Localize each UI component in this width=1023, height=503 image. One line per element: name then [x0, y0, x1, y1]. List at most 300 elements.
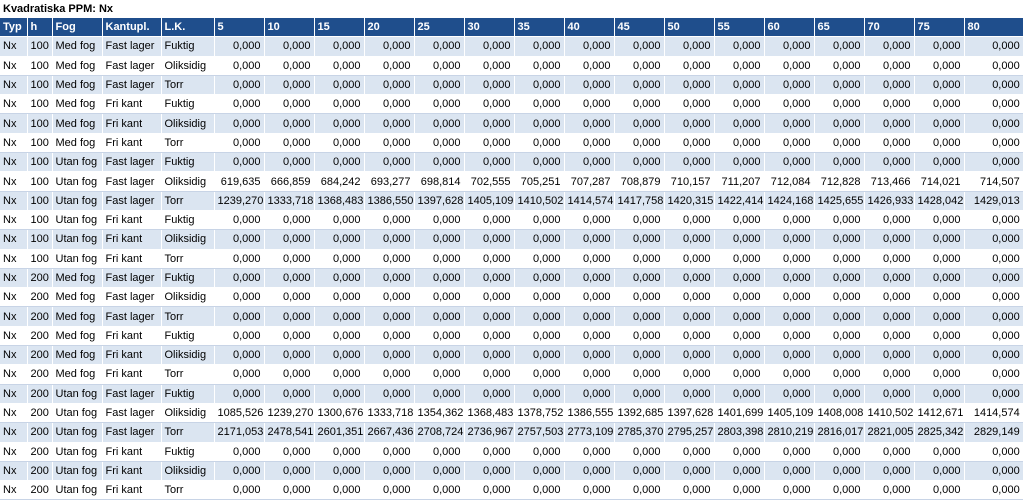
table-cell[interactable]: 0,000 — [464, 288, 514, 307]
table-cell[interactable]: 0,000 — [714, 114, 764, 133]
table-cell[interactable]: 0,000 — [564, 442, 614, 461]
table-cell[interactable]: 0,000 — [714, 37, 764, 56]
table-cell[interactable]: 0,000 — [714, 268, 764, 287]
table-cell[interactable]: 200 — [27, 423, 52, 442]
table-cell[interactable]: Fri kant — [102, 210, 161, 229]
table-cell[interactable]: 0,000 — [464, 384, 514, 403]
table-cell[interactable]: 0,000 — [814, 307, 864, 326]
table-cell[interactable]: 0,000 — [764, 153, 814, 172]
table-cell[interactable]: Fast lager — [102, 191, 161, 210]
table-cell[interactable]: 1397,628 — [664, 403, 714, 422]
table-cell[interactable]: 0,000 — [564, 481, 614, 500]
table-cell[interactable]: 0,000 — [664, 288, 714, 307]
table-cell[interactable]: 0,000 — [264, 346, 314, 365]
table-cell[interactable]: 0,000 — [214, 481, 264, 500]
table-cell[interactable]: 0,000 — [464, 75, 514, 94]
table-cell[interactable]: 0,000 — [314, 56, 364, 75]
table-cell[interactable]: 0,000 — [914, 249, 964, 268]
table-cell[interactable]: 1368,483 — [464, 403, 514, 422]
table-cell[interactable]: 711,207 — [714, 172, 764, 191]
table-cell[interactable]: 0,000 — [614, 346, 664, 365]
table-cell[interactable]: 0,000 — [514, 114, 564, 133]
table-cell[interactable]: 0,000 — [514, 133, 564, 152]
table-cell[interactable]: 0,000 — [614, 56, 664, 75]
table-cell[interactable]: Utan fog — [52, 172, 102, 191]
table-cell[interactable]: 0,000 — [414, 75, 464, 94]
table-cell[interactable]: Fri kant — [102, 481, 161, 500]
table-cell[interactable]: Utan fog — [52, 442, 102, 461]
table-cell[interactable]: 100 — [27, 56, 52, 75]
table-cell[interactable]: 0,000 — [564, 133, 614, 152]
table-cell[interactable]: 0,000 — [264, 268, 314, 287]
table-cell[interactable]: 0,000 — [414, 481, 464, 500]
table-cell[interactable]: 0,000 — [914, 481, 964, 500]
table-cell[interactable]: 0,000 — [364, 230, 414, 249]
table-cell[interactable]: 1429,013 — [964, 191, 1023, 210]
table-cell[interactable]: Fuktig — [161, 326, 214, 345]
table-cell[interactable]: 0,000 — [514, 37, 564, 56]
table-cell[interactable]: 0,000 — [364, 56, 414, 75]
table-cell[interactable]: 0,000 — [964, 37, 1023, 56]
table-cell[interactable]: Nx — [0, 133, 27, 152]
table-cell[interactable]: 698,814 — [414, 172, 464, 191]
table-cell[interactable]: Nx — [0, 172, 27, 191]
table-cell[interactable]: 0,000 — [364, 210, 414, 229]
table-cell[interactable]: 0,000 — [514, 307, 564, 326]
table-cell[interactable]: 0,000 — [714, 230, 764, 249]
table-cell[interactable]: 0,000 — [664, 481, 714, 500]
table-cell[interactable]: 0,000 — [314, 346, 364, 365]
table-cell[interactable]: 0,000 — [614, 481, 664, 500]
column-header[interactable]: 40 — [564, 18, 614, 37]
table-cell[interactable]: 0,000 — [464, 346, 514, 365]
table-cell[interactable]: 0,000 — [464, 249, 514, 268]
table-cell[interactable]: 0,000 — [664, 326, 714, 345]
table-cell[interactable]: Nx — [0, 307, 27, 326]
table-cell[interactable]: 0,000 — [614, 153, 664, 172]
table-cell[interactable]: Torr — [161, 191, 214, 210]
table-cell[interactable]: 0,000 — [814, 461, 864, 480]
column-header[interactable]: 15 — [314, 18, 364, 37]
table-cell[interactable]: 0,000 — [764, 365, 814, 384]
table-cell[interactable]: 0,000 — [264, 95, 314, 114]
table-cell[interactable]: 0,000 — [914, 384, 964, 403]
table-cell[interactable]: 0,000 — [214, 153, 264, 172]
table-cell[interactable]: 2171,053 — [214, 423, 264, 442]
table-cell[interactable]: Nx — [0, 461, 27, 480]
table-cell[interactable]: 0,000 — [364, 346, 414, 365]
table-cell[interactable]: 0,000 — [914, 56, 964, 75]
table-cell[interactable]: 0,000 — [664, 268, 714, 287]
table-cell[interactable]: 0,000 — [814, 56, 864, 75]
table-cell[interactable]: 0,000 — [564, 384, 614, 403]
table-cell[interactable]: 0,000 — [664, 365, 714, 384]
table-cell[interactable]: 0,000 — [564, 95, 614, 114]
table-cell[interactable]: Nx — [0, 403, 27, 422]
table-cell[interactable]: Nx — [0, 230, 27, 249]
table-cell[interactable]: 200 — [27, 288, 52, 307]
table-cell[interactable]: 0,000 — [464, 95, 514, 114]
table-cell[interactable]: 100 — [27, 133, 52, 152]
table-cell[interactable]: 0,000 — [964, 153, 1023, 172]
table-cell[interactable]: 0,000 — [964, 481, 1023, 500]
table-cell[interactable]: 1425,655 — [814, 191, 864, 210]
table-cell[interactable]: Med fog — [52, 75, 102, 94]
table-cell[interactable]: 707,287 — [564, 172, 614, 191]
table-cell[interactable]: Med fog — [52, 346, 102, 365]
table-cell[interactable]: 0,000 — [264, 481, 314, 500]
table-cell[interactable]: 713,466 — [864, 172, 914, 191]
table-cell[interactable]: Nx — [0, 423, 27, 442]
table-cell[interactable]: Nx — [0, 326, 27, 345]
table-cell[interactable]: Utan fog — [52, 384, 102, 403]
table-cell[interactable]: 0,000 — [264, 307, 314, 326]
table-cell[interactable]: 712,084 — [764, 172, 814, 191]
column-header[interactable]: 30 — [464, 18, 514, 37]
table-cell[interactable]: 0,000 — [714, 133, 764, 152]
table-cell[interactable]: 708,879 — [614, 172, 664, 191]
table-cell[interactable]: 0,000 — [714, 461, 764, 480]
table-cell[interactable]: 0,000 — [814, 230, 864, 249]
table-cell[interactable]: 0,000 — [514, 346, 564, 365]
table-cell[interactable]: Nx — [0, 346, 27, 365]
table-cell[interactable]: 0,000 — [864, 37, 914, 56]
table-cell[interactable]: 2478,541 — [264, 423, 314, 442]
table-cell[interactable]: Oliksidig — [161, 114, 214, 133]
table-cell[interactable]: Nx — [0, 249, 27, 268]
table-cell[interactable]: 0,000 — [214, 249, 264, 268]
table-cell[interactable]: 0,000 — [914, 153, 964, 172]
table-cell[interactable]: 200 — [27, 442, 52, 461]
table-cell[interactable]: 0,000 — [314, 481, 364, 500]
column-header[interactable]: 75 — [914, 18, 964, 37]
table-cell[interactable]: 0,000 — [364, 288, 414, 307]
table-cell[interactable]: 0,000 — [614, 461, 664, 480]
table-cell[interactable]: Fri kant — [102, 442, 161, 461]
table-cell[interactable]: 0,000 — [264, 133, 314, 152]
table-cell[interactable]: 0,000 — [364, 133, 414, 152]
table-cell[interactable]: 0,000 — [514, 56, 564, 75]
table-cell[interactable]: Fast lager — [102, 75, 161, 94]
table-cell[interactable]: 0,000 — [214, 133, 264, 152]
table-cell[interactable]: 0,000 — [914, 230, 964, 249]
table-cell[interactable]: 712,828 — [814, 172, 864, 191]
table-cell[interactable]: 0,000 — [664, 95, 714, 114]
table-cell[interactable]: 0,000 — [464, 326, 514, 345]
table-cell[interactable]: Fast lager — [102, 37, 161, 56]
table-cell[interactable]: Fuktig — [161, 442, 214, 461]
table-cell[interactable]: 0,000 — [564, 210, 614, 229]
table-cell[interactable]: 0,000 — [614, 307, 664, 326]
table-cell[interactable]: Torr — [161, 307, 214, 326]
table-cell[interactable]: 0,000 — [464, 114, 514, 133]
table-cell[interactable]: Oliksidig — [161, 403, 214, 422]
table-cell[interactable]: 0,000 — [414, 442, 464, 461]
table-cell[interactable]: Torr — [161, 423, 214, 442]
table-cell[interactable]: 0,000 — [864, 461, 914, 480]
table-cell[interactable]: 0,000 — [714, 384, 764, 403]
table-cell[interactable]: 0,000 — [464, 307, 514, 326]
table-cell[interactable]: 0,000 — [914, 442, 964, 461]
table-cell[interactable]: 0,000 — [664, 249, 714, 268]
table-cell[interactable]: 2667,436 — [364, 423, 414, 442]
table-cell[interactable]: 705,251 — [514, 172, 564, 191]
table-cell[interactable]: 0,000 — [564, 153, 614, 172]
table-cell[interactable]: 0,000 — [614, 37, 664, 56]
table-cell[interactable]: 1085,526 — [214, 403, 264, 422]
table-cell[interactable]: 0,000 — [314, 461, 364, 480]
table-cell[interactable]: Fast lager — [102, 172, 161, 191]
table-cell[interactable]: 0,000 — [714, 326, 764, 345]
table-cell[interactable]: 200 — [27, 268, 52, 287]
table-cell[interactable]: Med fog — [52, 37, 102, 56]
table-cell[interactable]: Fuktig — [161, 153, 214, 172]
table-cell[interactable]: 0,000 — [264, 288, 314, 307]
table-cell[interactable]: Med fog — [52, 307, 102, 326]
table-cell[interactable]: 0,000 — [664, 384, 714, 403]
table-cell[interactable]: 0,000 — [464, 461, 514, 480]
table-cell[interactable]: 0,000 — [264, 37, 314, 56]
table-cell[interactable]: 0,000 — [914, 133, 964, 152]
table-cell[interactable]: Utan fog — [52, 249, 102, 268]
table-cell[interactable]: 0,000 — [314, 210, 364, 229]
table-cell[interactable]: 0,000 — [364, 384, 414, 403]
table-cell[interactable]: 0,000 — [364, 326, 414, 345]
table-cell[interactable]: 1386,550 — [364, 191, 414, 210]
table-cell[interactable]: 1412,671 — [914, 403, 964, 422]
table-cell[interactable]: Fast lager — [102, 423, 161, 442]
table-cell[interactable]: Fri kant — [102, 230, 161, 249]
table-cell[interactable]: Oliksidig — [161, 461, 214, 480]
table-cell[interactable]: 0,000 — [964, 210, 1023, 229]
table-cell[interactable]: Fast lager — [102, 288, 161, 307]
table-cell[interactable]: Oliksidig — [161, 56, 214, 75]
table-cell[interactable]: 0,000 — [514, 461, 564, 480]
table-cell[interactable]: 200 — [27, 461, 52, 480]
table-cell[interactable]: Fri kant — [102, 133, 161, 152]
table-cell[interactable]: 0,000 — [914, 365, 964, 384]
table-cell[interactable]: 100 — [27, 95, 52, 114]
table-cell[interactable]: 0,000 — [864, 288, 914, 307]
table-cell[interactable]: 0,000 — [664, 210, 714, 229]
table-cell[interactable]: 0,000 — [914, 95, 964, 114]
table-cell[interactable]: Nx — [0, 442, 27, 461]
table-cell[interactable]: 0,000 — [614, 133, 664, 152]
table-cell[interactable]: 0,000 — [214, 95, 264, 114]
table-cell[interactable]: Nx — [0, 56, 27, 75]
table-cell[interactable]: 0,000 — [564, 326, 614, 345]
table-cell[interactable]: 0,000 — [264, 114, 314, 133]
table-cell[interactable]: 0,000 — [314, 249, 364, 268]
table-cell[interactable]: 0,000 — [264, 56, 314, 75]
table-cell[interactable]: 0,000 — [364, 442, 414, 461]
table-cell[interactable]: 0,000 — [814, 114, 864, 133]
table-cell[interactable]: 0,000 — [864, 481, 914, 500]
table-cell[interactable]: 0,000 — [664, 153, 714, 172]
table-cell[interactable]: 0,000 — [214, 307, 264, 326]
table-cell[interactable]: 0,000 — [714, 56, 764, 75]
table-cell[interactable]: 0,000 — [964, 75, 1023, 94]
table-cell[interactable]: 0,000 — [964, 346, 1023, 365]
table-cell[interactable]: 100 — [27, 230, 52, 249]
table-cell[interactable]: 0,000 — [514, 288, 564, 307]
table-cell[interactable]: 0,000 — [564, 365, 614, 384]
table-cell[interactable]: 200 — [27, 384, 52, 403]
table-cell[interactable]: 1386,555 — [564, 403, 614, 422]
table-cell[interactable]: 0,000 — [614, 95, 664, 114]
table-cell[interactable]: 0,000 — [564, 114, 614, 133]
table-cell[interactable]: 0,000 — [714, 210, 764, 229]
table-cell[interactable]: 0,000 — [864, 365, 914, 384]
column-header[interactable]: L.K. — [161, 18, 214, 37]
table-cell[interactable]: 0,000 — [864, 346, 914, 365]
table-cell[interactable]: 100 — [27, 172, 52, 191]
table-cell[interactable]: Nx — [0, 365, 27, 384]
table-cell[interactable]: 0,000 — [464, 442, 514, 461]
table-cell[interactable]: 1410,502 — [864, 403, 914, 422]
table-cell[interactable]: 0,000 — [864, 326, 914, 345]
table-cell[interactable]: 2757,503 — [514, 423, 564, 442]
table-cell[interactable]: 0,000 — [264, 365, 314, 384]
column-header[interactable]: 60 — [764, 18, 814, 37]
table-cell[interactable]: 0,000 — [814, 268, 864, 287]
table-cell[interactable]: 0,000 — [314, 230, 364, 249]
table-cell[interactable]: 0,000 — [564, 461, 614, 480]
table-cell[interactable]: Fri kant — [102, 461, 161, 480]
sheet-title[interactable]: Kvadratiska PPM: Nx — [0, 0, 1023, 18]
table-cell[interactable]: 0,000 — [364, 365, 414, 384]
table-cell[interactable]: 0,000 — [414, 249, 464, 268]
table-cell[interactable]: 0,000 — [714, 346, 764, 365]
table-cell[interactable]: 2829,149 — [964, 423, 1023, 442]
table-cell[interactable]: 2773,109 — [564, 423, 614, 442]
table-cell[interactable]: 714,021 — [914, 172, 964, 191]
table-cell[interactable]: 0,000 — [564, 249, 614, 268]
table-cell[interactable]: Nx — [0, 75, 27, 94]
table-cell[interactable]: Fast lager — [102, 384, 161, 403]
table-cell[interactable]: 1239,270 — [214, 191, 264, 210]
table-cell[interactable]: 0,000 — [364, 114, 414, 133]
table-cell[interactable]: 0,000 — [964, 365, 1023, 384]
table-cell[interactable]: 2810,219 — [764, 423, 814, 442]
table-cell[interactable]: 0,000 — [714, 365, 764, 384]
column-header[interactable]: Kantupl. — [102, 18, 161, 37]
table-cell[interactable]: 200 — [27, 403, 52, 422]
table-cell[interactable]: 0,000 — [964, 442, 1023, 461]
table-cell[interactable]: 0,000 — [664, 133, 714, 152]
table-cell[interactable]: 684,242 — [314, 172, 364, 191]
table-cell[interactable]: 0,000 — [614, 384, 664, 403]
table-cell[interactable]: 0,000 — [814, 442, 864, 461]
table-cell[interactable]: 2601,351 — [314, 423, 364, 442]
table-cell[interactable]: Fri kant — [102, 249, 161, 268]
table-cell[interactable]: 1414,574 — [564, 191, 614, 210]
table-cell[interactable]: 0,000 — [264, 326, 314, 345]
table-cell[interactable]: 1410,502 — [514, 191, 564, 210]
table-cell[interactable]: 0,000 — [764, 326, 814, 345]
table-cell[interactable]: Med fog — [52, 114, 102, 133]
table-cell[interactable]: Utan fog — [52, 191, 102, 210]
table-cell[interactable]: Med fog — [52, 95, 102, 114]
table-cell[interactable]: 0,000 — [964, 288, 1023, 307]
table-cell[interactable]: 0,000 — [914, 114, 964, 133]
table-cell[interactable]: 1401,699 — [714, 403, 764, 422]
table-cell[interactable]: 1333,718 — [264, 191, 314, 210]
table-cell[interactable]: Nx — [0, 481, 27, 500]
table-cell[interactable]: 0,000 — [264, 230, 314, 249]
table-cell[interactable]: 0,000 — [564, 37, 614, 56]
table-cell[interactable]: 666,859 — [264, 172, 314, 191]
table-cell[interactable]: 0,000 — [364, 153, 414, 172]
table-cell[interactable]: 0,000 — [764, 95, 814, 114]
table-cell[interactable]: 0,000 — [764, 442, 814, 461]
table-cell[interactable]: 0,000 — [564, 230, 614, 249]
table-cell[interactable]: 0,000 — [614, 75, 664, 94]
table-cell[interactable]: Fast lager — [102, 56, 161, 75]
table-cell[interactable]: 0,000 — [514, 249, 564, 268]
table-cell[interactable]: 0,000 — [364, 461, 414, 480]
table-cell[interactable]: 0,000 — [414, 346, 464, 365]
table-cell[interactable]: 200 — [27, 365, 52, 384]
table-cell[interactable]: 0,000 — [664, 75, 714, 94]
table-cell[interactable]: 0,000 — [564, 346, 614, 365]
table-cell[interactable]: 0,000 — [214, 288, 264, 307]
column-header[interactable]: Fog — [52, 18, 102, 37]
table-cell[interactable]: 0,000 — [614, 210, 664, 229]
table-cell[interactable]: 0,000 — [514, 95, 564, 114]
table-cell[interactable]: 0,000 — [364, 481, 414, 500]
table-cell[interactable]: 0,000 — [264, 442, 314, 461]
table-cell[interactable]: Fuktig — [161, 384, 214, 403]
table-cell[interactable]: 0,000 — [414, 133, 464, 152]
table-cell[interactable]: 0,000 — [664, 346, 714, 365]
table-cell[interactable]: 0,000 — [764, 461, 814, 480]
table-cell[interactable]: 0,000 — [814, 326, 864, 345]
table-cell[interactable]: Med fog — [52, 133, 102, 152]
table-cell[interactable]: 0,000 — [814, 249, 864, 268]
table-cell[interactable]: 0,000 — [464, 37, 514, 56]
table-cell[interactable]: 0,000 — [814, 95, 864, 114]
table-cell[interactable]: 0,000 — [514, 210, 564, 229]
table-cell[interactable]: 0,000 — [964, 326, 1023, 345]
table-cell[interactable]: 0,000 — [814, 384, 864, 403]
table-cell[interactable]: Fast lager — [102, 307, 161, 326]
table-cell[interactable]: Utan fog — [52, 210, 102, 229]
table-cell[interactable]: 0,000 — [514, 481, 564, 500]
table-cell[interactable]: 0,000 — [864, 442, 914, 461]
table-cell[interactable]: Nx — [0, 210, 27, 229]
table-cell[interactable]: 0,000 — [364, 75, 414, 94]
table-cell[interactable]: 0,000 — [814, 153, 864, 172]
table-cell[interactable]: Torr — [161, 365, 214, 384]
table-cell[interactable]: 0,000 — [814, 210, 864, 229]
table-cell[interactable]: 0,000 — [764, 268, 814, 287]
table-cell[interactable]: 0,000 — [814, 75, 864, 94]
table-cell[interactable]: 0,000 — [714, 95, 764, 114]
table-cell[interactable]: 0,000 — [964, 114, 1023, 133]
table-cell[interactable]: Nx — [0, 95, 27, 114]
table-cell[interactable]: 0,000 — [414, 210, 464, 229]
table-cell[interactable]: 0,000 — [514, 153, 564, 172]
table-cell[interactable]: 0,000 — [314, 37, 364, 56]
table-cell[interactable]: 0,000 — [214, 210, 264, 229]
table-cell[interactable]: 0,000 — [614, 268, 664, 287]
table-cell[interactable]: 0,000 — [914, 37, 964, 56]
table-cell[interactable]: 0,000 — [414, 365, 464, 384]
table-cell[interactable]: 0,000 — [714, 75, 764, 94]
table-cell[interactable]: 0,000 — [764, 481, 814, 500]
table-cell[interactable]: 0,000 — [764, 230, 814, 249]
